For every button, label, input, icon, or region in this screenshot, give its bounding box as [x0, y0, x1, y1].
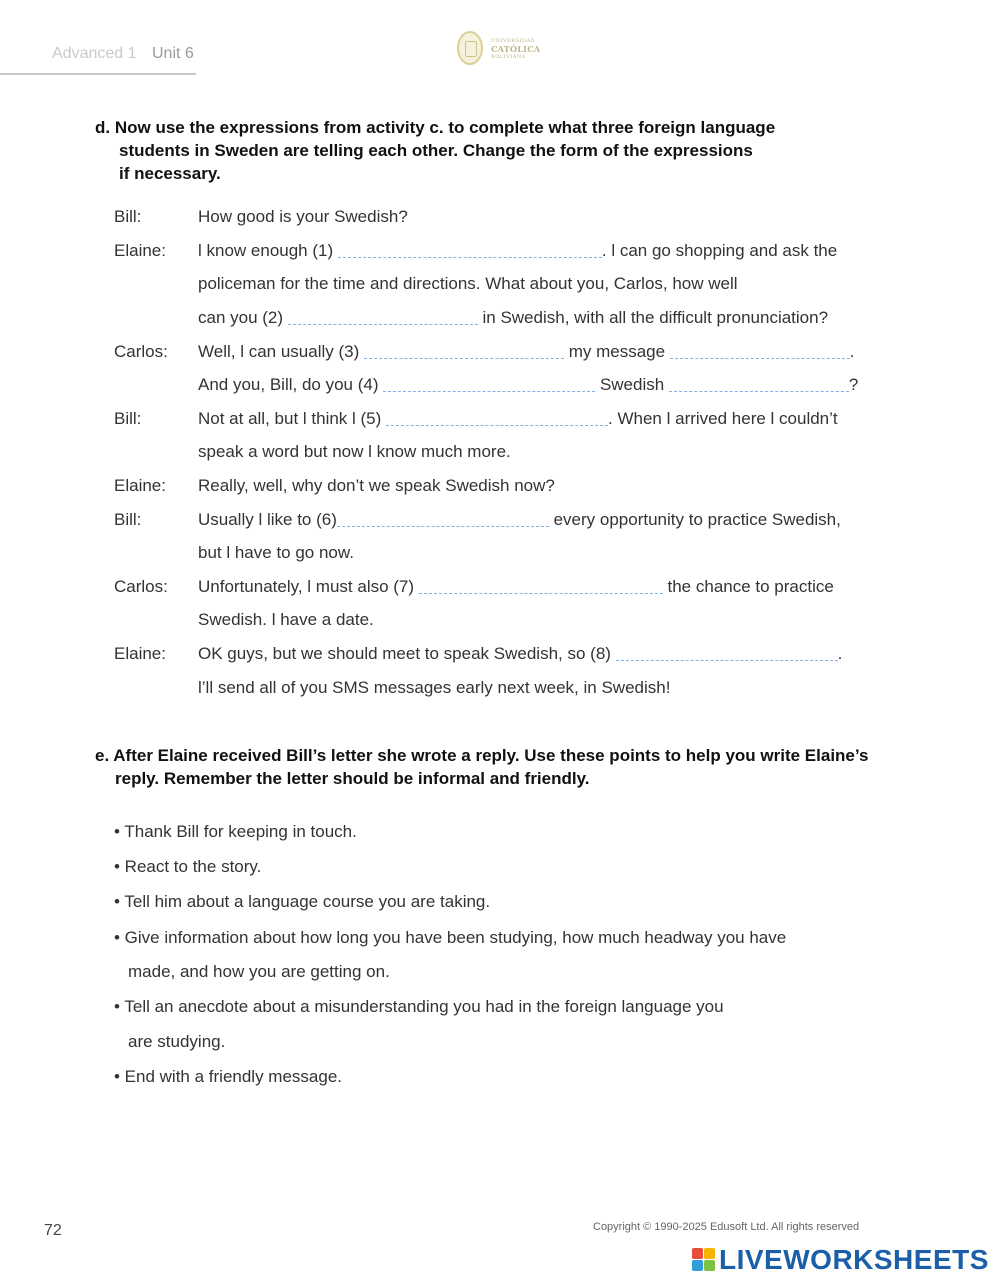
speaker-label: Elaine:: [114, 644, 166, 663]
dialogue-line: Unfortunately, l must also (7) the chance to practice: [198, 577, 834, 596]
dialogue-line: speak a word but now l know much more.: [198, 442, 511, 461]
list-item-continuation: made, and how you are getting on.: [128, 962, 390, 981]
instruction-line: d. Now use the expressions from activity c. to complete what three foreign language: [95, 118, 776, 137]
instruction-line: e. After Elaine received Bill’s letter she wrote a reply. Use these points to help you write Elaine’s: [95, 746, 869, 765]
answer-blank-3a[interactable]: [364, 343, 564, 357]
liveworksheets-wordmark: LIVEWORKSHEETS: [719, 1244, 989, 1275]
answer-blank-3b[interactable]: [670, 343, 850, 357]
answer-blank-1[interactable]: [338, 242, 602, 256]
dialogue-line: policeman for the time and directions. What about you, Carlos, how well: [198, 274, 738, 293]
answer-blank-6[interactable]: [337, 511, 549, 525]
answer-blank-5[interactable]: [386, 410, 608, 424]
dialogue-line: OK guys, but we should meet to speak Swedish, so (8) .: [198, 644, 843, 663]
speaker-label: Bill:: [114, 510, 142, 529]
list-item: • Give information about how long you have been studying, how much headway you have: [114, 928, 787, 947]
liveworksheets-grid-icon: [692, 1248, 716, 1272]
list-item: • Tell an anecdote about a misunderstanding you had in the foreign language you: [114, 997, 724, 1016]
unit-title: Unit 6: [152, 45, 194, 62]
dialogue-line: Really, well, why don’t we speak Swedish now?: [198, 476, 555, 495]
page-number: 72: [44, 1222, 62, 1239]
speaker-label: Elaine:: [114, 241, 166, 260]
instruction-line: reply. Remember the letter should be informal and friendly.: [115, 769, 590, 788]
list-item: • Tell him about a language course you are taking.: [114, 892, 491, 911]
header-divider: [0, 73, 196, 75]
list-item-continuation: are studying.: [128, 1032, 226, 1051]
answer-blank-8[interactable]: [616, 645, 838, 659]
dialogue-line: l’ll send all of you SMS messages early next week, in Swedish!: [198, 678, 671, 697]
dialogue-line: And you, Bill, do you (4) Swedish ?: [198, 375, 859, 394]
list-item: • Thank Bill for keeping in touch.: [114, 822, 357, 841]
university-logo: [457, 31, 547, 69]
list-item: • React to the story.: [114, 857, 262, 876]
course-title: Advanced 1: [52, 45, 137, 62]
answer-blank-4b[interactable]: [669, 376, 849, 390]
dialogue-line: Well, l can usually (3) my message .: [198, 342, 855, 361]
answer-blank-2[interactable]: [288, 309, 478, 323]
logo-line-3: BOLIVIANA: [491, 54, 526, 60]
dialogue-line: How good is your Swedish?: [198, 207, 408, 226]
copyright-notice: Copyright © 1990-2025 Edusoft Ltd. All rights reserved: [593, 1221, 860, 1233]
speaker-label: Carlos:: [114, 577, 168, 596]
dialogue-line: Swedish. l have a date.: [198, 610, 374, 629]
speaker-label: Bill:: [114, 207, 142, 226]
dialogue-line: Usually l like to (6) every opportunity to practice Swedish,: [198, 510, 841, 529]
dialogue-line: but l have to go now.: [198, 543, 354, 562]
seal-icon: [457, 31, 483, 65]
logo-line-1: UNIVERSIDAD: [491, 38, 536, 44]
dialogue-line: can you (2) in Swedish, with all the difficult pronunciation?: [198, 308, 829, 327]
list-item: • End with a friendly message.: [114, 1067, 343, 1086]
answer-blank-4a[interactable]: [383, 376, 595, 390]
logo-line-2: CATÓLICA: [491, 44, 541, 54]
dialogue-line: Not at all, but l think l (5) . When l arrived here l couldn’t: [198, 409, 838, 428]
answer-blank-7[interactable]: [419, 578, 663, 592]
speaker-label: Carlos:: [114, 342, 168, 361]
instruction-line: students in Sweden are telling each other. Change the form of the expressions: [119, 141, 753, 160]
dialogue-line: l know enough (1) . l can go shopping and ask the: [198, 241, 838, 260]
speaker-label: Bill:: [114, 409, 142, 428]
speaker-label: Elaine:: [114, 476, 166, 495]
instruction-line: if necessary.: [119, 164, 221, 183]
